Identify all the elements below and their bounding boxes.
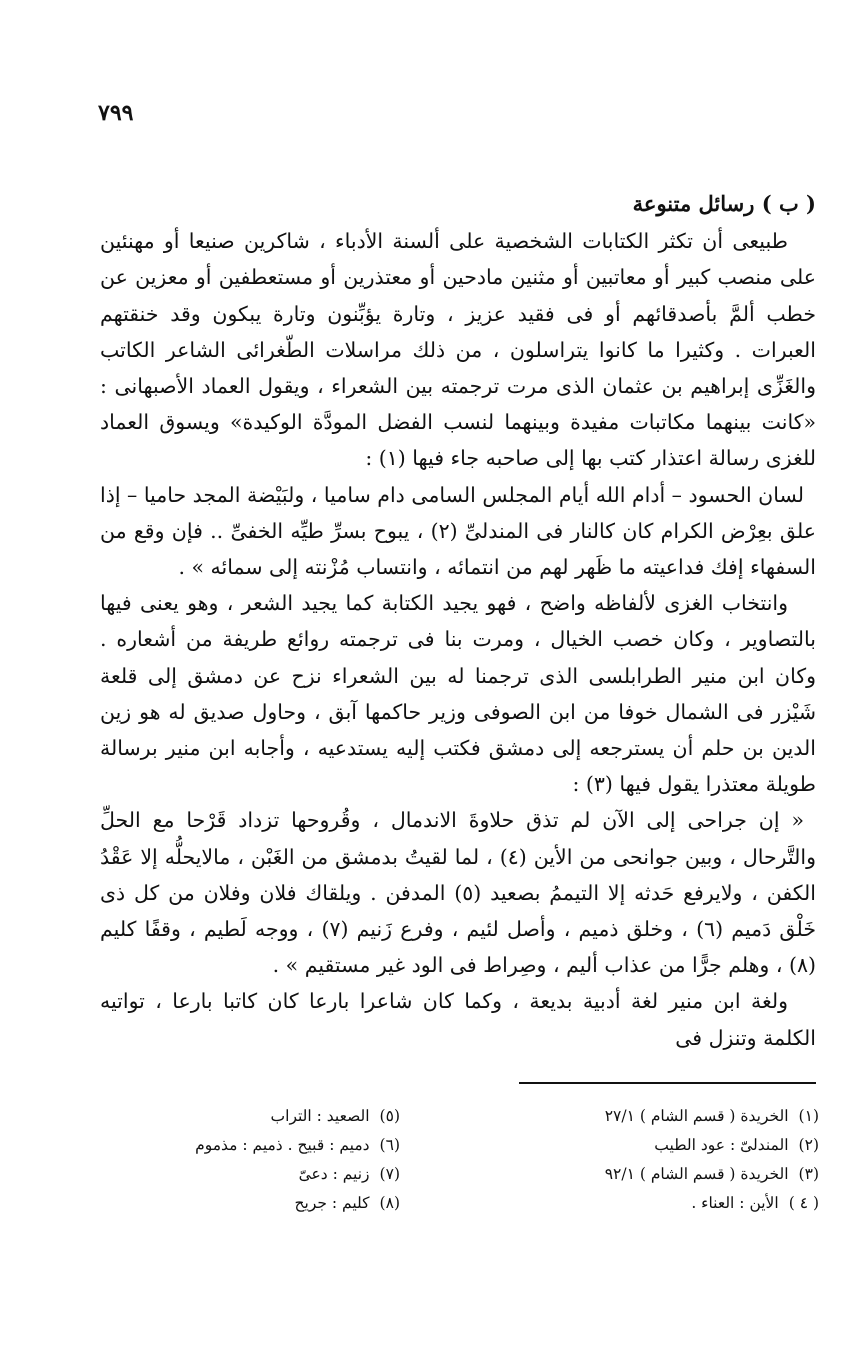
- footnotes-column-left: [100, 1102, 400, 1218]
- quoted-letter: « إن جراحى إلى الآن لم تذق حلاوةَ الاندمال ، وقُروحها تزداد قَرْحا مع الحلِّ والتَّرحال ، وبين جوانحى من الأين (٤) ، لما لقيتُ بدمشق من الغَبْن ، مالايحلُّه إلا عَقْدُ الكفن ، ولايرفع حَدثه إلا التيممُ بصعيد (٥) المدفن . ويلقاك فلان وفلان من كل ذى خَلْق دَميم (٦) ، وخلق ذميم ، وأصل لئيم ، وفرع زَنيم (٧) ، ووجه لَطيم ، وقفًا كليم (٨) ، وهلم جرًّا من عذاب أليم ، وصِراط فى الود غير مستقيم » .: [100, 808, 817, 978]
- footnote-text: المندلىّ : عود الطيب: [654, 1136, 789, 1154]
- footnote-text: الأين : العناء .: [691, 1194, 779, 1212]
- footnote-text: الخريدة ( قسم الشام ) ٢٧/١: [604, 1107, 789, 1125]
- footnote-text: زنيم : دعىّ: [298, 1165, 370, 1183]
- footnote-text: الخريدة ( قسم الشام ) ٩٢/١: [604, 1165, 789, 1183]
- footnote: [519, 1160, 819, 1189]
- footnote-number: (٧): [379, 1165, 400, 1183]
- footnote-text: الصعيد : التراب: [270, 1107, 370, 1125]
- footnote: [100, 1160, 400, 1189]
- footnote: [100, 1131, 400, 1160]
- footnote-number: (٨): [379, 1194, 400, 1212]
- footnote-number: (١): [798, 1107, 819, 1125]
- footnote-number: ( ٤ ): [788, 1194, 819, 1212]
- main-text: [100, 186, 816, 1056]
- paragraph: طبيعى أن تكثر الكتابات الشخصية على ألسنة الأدباء ، شاكرين صنيعا أو مهنئين على منصب كبير أو معاتبين أو مثنين مادحين أو معتذرين أو مستعطفين أو معزين عن خطب ألمَّ بأصدقائهم أو فى فقيد عزيز ، وتارة يؤبِّنون وتارة يبكون وقد خنقتهم العبرات . وكثيرا ما كانوا يتراسلون ، من ذلك مراسلات الطّغرائى الشاعر الكاتب والغَزِّى إبراهيم بن عثمان الذى مرت ترجمته بين الشعراء ، ويقول العماد الأصبهانى : «كانت بينهما مكاتبات مفيدة وبينهما لنسب الفضل المودَّة الوكيدة» ويسوق العماد للغزى رسالة اعتذار كتب بها إلى صاحبه جاء فيها (١) :: [100, 229, 816, 471]
- footnote-number: (٢): [798, 1136, 819, 1154]
- footnote: [100, 1189, 400, 1218]
- section-heading: ( ب ) رسائل متنوعة: [632, 191, 816, 216]
- footnote: [519, 1189, 819, 1218]
- footnote-divider: [519, 1082, 816, 1084]
- footnote-number: (٥): [379, 1107, 400, 1125]
- footnote-text: كليم : جريح: [294, 1194, 370, 1212]
- quoted-letter: لسان الحسود – أدام الله أيام المجلس السامى دام ساميا ، ولبَيْضة المجد حاميا – إذا علق بعِرْض الكرام كان كالنار فى المندلىِّ (٢) ، يبوح بسرِّ طيِّه الخفىِّ .. فإن وقع من السفهاء إفك فداعيته ما ظَهر لهم من انتمائه ، وانتساب مُزْنته إلى سمائه » .: [100, 482, 817, 580]
- footnote-text: دميم : قبيح . ذميم : مذموم: [195, 1136, 370, 1154]
- footnote: [100, 1102, 400, 1131]
- page-number: ٧٩٩: [98, 100, 134, 126]
- footnote-number: (٣): [798, 1165, 819, 1183]
- footnote: [519, 1131, 819, 1160]
- paragraph: وانتخاب الغزى لألفاظه واضح ، فهو يجيد الكتابة كما يجيد الشعر ، وهو يعنى فيها بالتصاوير ، وكان خصب الخيال ، ومرت بنا فى ترجمته روائع طريفة من أشعاره . وكان ابن منير الطرابلسى الذى ترجمنا له بين الشعراء نزح عن دمشق إلى قلعة شَيْزر فى الشمال خوفا من ابن الصوفى وزير حاكمها آبق ، وحاول صديق له هو زين الدين بن حلم أن يسترجعه إلى دمشق فكتب إليه يستدعيه ، وأجابه ابن منير برسالة طويلة معتذرا يقول فيها (٣) :: [100, 591, 816, 797]
- paragraph: ولغة ابن منير لغة أدبية بديعة ، وكما كان شاعرا بارعا كان كاتبا بارعا ، تواتيه الكلمة وتنزل فى: [100, 989, 816, 1050]
- footnotes-column-right: [519, 1102, 819, 1218]
- footnote: [519, 1102, 819, 1131]
- footnote-number: (٦): [379, 1136, 400, 1154]
